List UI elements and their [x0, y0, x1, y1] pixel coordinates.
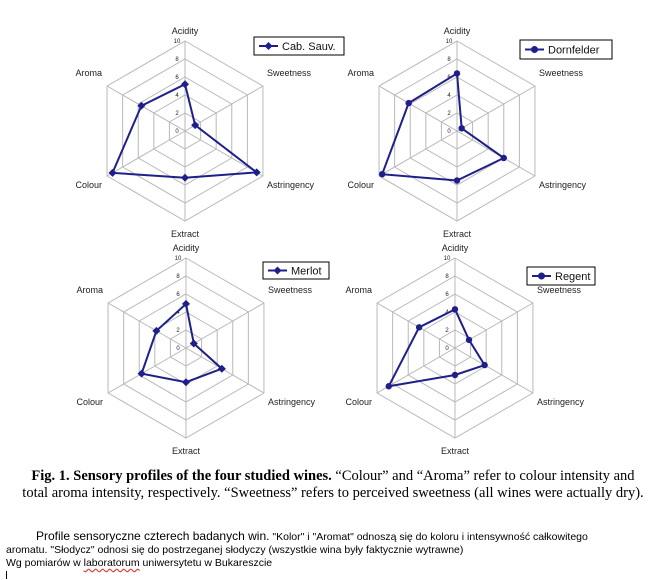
axis-label-extract: Extract	[170, 229, 200, 239]
tick-label: 0	[176, 346, 180, 352]
tick-label: 6	[445, 292, 449, 298]
tick-label: 4	[447, 93, 451, 99]
data-point	[466, 337, 472, 343]
tick-label: 10	[445, 39, 453, 45]
data-point	[452, 372, 458, 378]
figure-caption-title: Fig. 1. Sensory profiles of the four studied wines.	[31, 468, 332, 484]
polish-caption-line-3	[6, 557, 656, 570]
axis-label-acidity: Acidity	[171, 26, 199, 36]
legend-label-regent: Regent	[555, 271, 591, 283]
tick-label: 4	[175, 93, 179, 99]
legend-label-cab-sauv: Cab. Sauv.	[282, 41, 336, 53]
axis-label-sweetness: Sweetness	[267, 285, 312, 295]
axis-label-aroma: Aroma	[345, 285, 373, 295]
tick-label: 8	[176, 274, 180, 280]
axis-label-colour: Colour	[345, 397, 373, 407]
tick-label: 4	[176, 310, 180, 316]
axis-label-sweetness: Sweetness	[266, 68, 311, 78]
polish-caption-line-1	[6, 530, 656, 544]
tick-label: 0	[445, 346, 449, 352]
tick-label: 4	[445, 310, 449, 316]
polish-caption-line-3-a: Wg pomiarów w	[6, 557, 84, 569]
polish-caption-line-2: aromatu. "Słodycz" odnosi się do postrzeganej słodyczy (wszystkie wina były faktycznie wytrawne)	[6, 544, 464, 556]
axis-label-sweetness: Sweetness	[536, 285, 581, 295]
tick-label: 10	[443, 256, 451, 262]
data-point	[481, 362, 487, 368]
axis-label-acidity: Acidity	[443, 26, 471, 36]
tick-label: 6	[176, 292, 180, 298]
polish-caption-line-3-b: uniwersytetu w Bukareszcie	[139, 557, 273, 569]
axis-label-colour: Colour	[75, 180, 103, 190]
axis-label-astringency: Astringency	[267, 397, 315, 407]
misspelled-word: laboratorum	[83, 557, 140, 569]
axis-label-aroma: Aroma	[75, 68, 103, 78]
tick-label: 6	[175, 75, 179, 81]
polish-caption-line-1-rest: "Kolor" i "Aromat" odnoszą się do koloru i intensywność całkowitego	[269, 531, 588, 543]
legend-marker	[538, 273, 545, 280]
axis-label-extract: Extract	[440, 446, 470, 456]
axis-label-acidity: Acidity	[172, 243, 200, 253]
tick-label: 0	[447, 129, 451, 135]
axis-label-sweetness: Sweetness	[538, 68, 583, 78]
tick-label: 2	[445, 328, 449, 334]
tick-label: 2	[176, 328, 180, 334]
data-point	[386, 383, 392, 389]
tick-label: 6	[447, 75, 451, 81]
legend-label-merlot: Merlot	[291, 265, 322, 278]
axis-spoke	[377, 303, 455, 348]
axis-label-astringency: Astringency	[266, 180, 314, 190]
axis-label-aroma: Aroma	[347, 68, 375, 78]
data-point	[452, 306, 458, 312]
tick-label: 10	[174, 256, 182, 262]
text-cursor	[6, 571, 7, 579]
polish-caption-lead: Profile sensoryczne czterech badanych win.	[36, 529, 270, 543]
legend-label-dornfelder: Dornfelder	[548, 44, 600, 57]
axis-label-extract: Extract	[442, 229, 472, 239]
axis-label-colour: Colour	[347, 180, 375, 190]
tick-label: 8	[175, 57, 179, 63]
axis-label-acidity: Acidity	[441, 243, 469, 253]
data-point	[416, 324, 422, 330]
tick-label: 0	[175, 129, 179, 135]
figure-caption-body: “Colour” and “Aroma” refer to colour intensity and total aroma intensity, respectively. “Sweetness” refers to perceived sweetness (all wines were actually dry).	[22, 468, 644, 501]
tick-label: 2	[175, 111, 179, 117]
axis-label-astringency: Astringency	[536, 397, 584, 407]
tick-label: 8	[447, 57, 451, 63]
axis-label-colour: Colour	[76, 397, 104, 407]
figure-caption	[18, 468, 648, 502]
axis-label-astringency: Astringency	[538, 180, 586, 190]
axis-label-extract: Extract	[171, 446, 201, 456]
tick-label: 2	[447, 111, 451, 117]
polish-caption	[6, 530, 656, 570]
axis-label-aroma: Aroma	[76, 285, 104, 295]
tick-label: 10	[173, 39, 181, 45]
tick-label: 8	[445, 274, 449, 280]
